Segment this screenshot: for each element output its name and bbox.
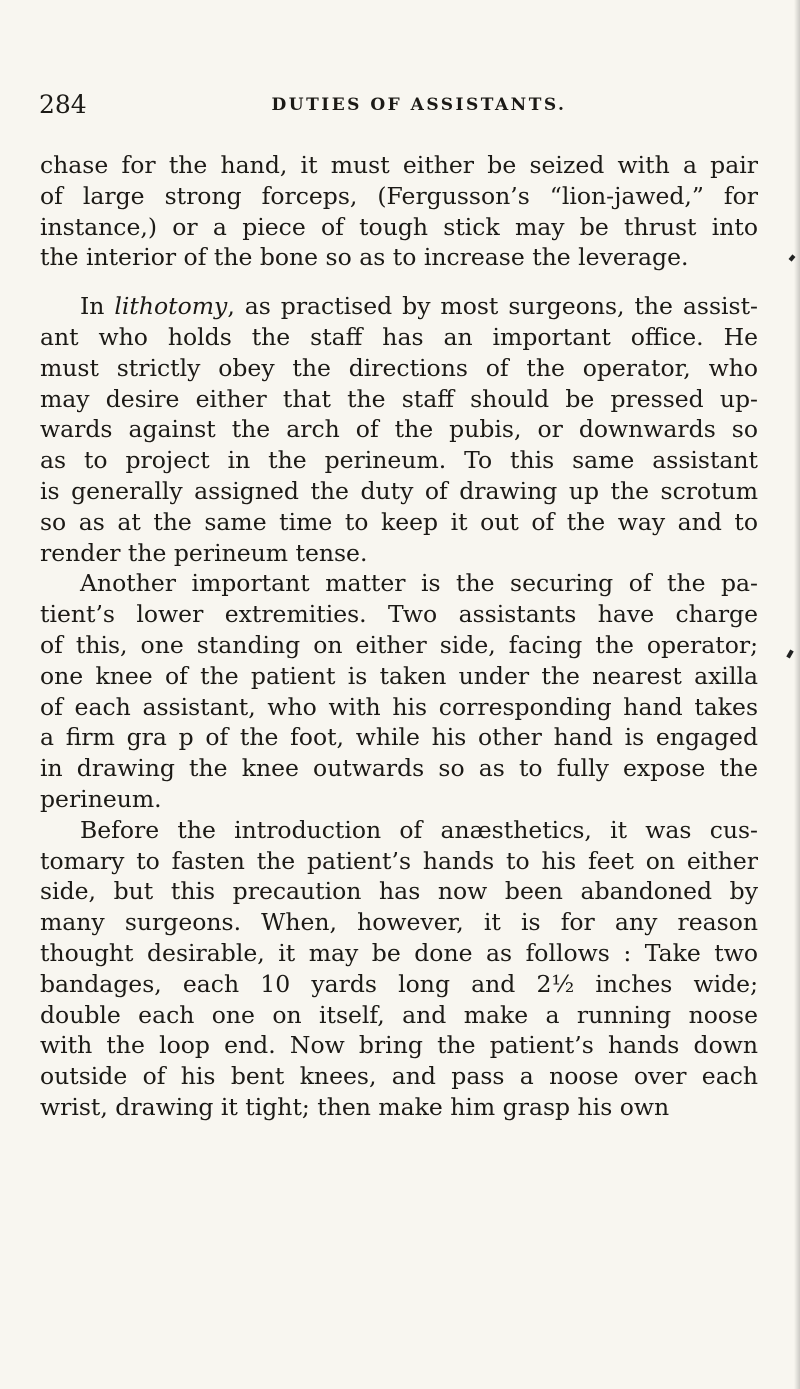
- text-line: is generally assigned the duty of drawing up the scrotum: [40, 476, 758, 505]
- paragraph-gap: [40, 273, 758, 291]
- text-line: of each assistant, who with his corresponding hand takes: [40, 692, 758, 721]
- text-line: thought desirable, it may be done as follows : Take two: [40, 938, 758, 967]
- italic-term: lithotomy: [114, 292, 228, 321]
- text-line: side, but this precaution has now been abandoned by: [40, 877, 758, 906]
- text-line: may desire either that the staff should be pressed up-: [40, 384, 758, 413]
- text-line: wards against the arch of the pubis, or downwards so: [40, 415, 758, 444]
- page-edge-shadow: [794, 0, 800, 1389]
- text-line: ant who holds the staff has an important office. He: [40, 322, 758, 351]
- paragraph: [40, 150, 758, 273]
- running-head: DUTIES OF ASSISTANTS.: [271, 95, 567, 115]
- text-line: wrist, drawing it tight; then make him grasp his own: [40, 1092, 670, 1121]
- text-line: Before the introduction of anæsthetics, it was cus-: [80, 815, 758, 844]
- text-line: as to project in the perineum. To this same assistant: [40, 446, 758, 475]
- page-header: [39, 88, 761, 122]
- text-line: so as at the same time to keep it out of the way and to: [40, 507, 758, 536]
- text-line: bandages, each 10 yards long and 2½ inches wide;: [40, 969, 758, 998]
- text-line: of large strong forceps, (Fergusson’s “lion-jawed,” for: [40, 181, 758, 210]
- text-line: chase for the hand, it must either be seized with a pair: [40, 151, 758, 179]
- text-line: many surgeons. When, however, it is for any reason: [40, 908, 758, 937]
- text-line: double each one on itself, and make a running noose: [40, 1000, 758, 1029]
- text-line: of this, one standing on either side, facing the operator;: [40, 630, 758, 659]
- text-line: in drawing the knee outwards so as to fully expose the: [40, 754, 758, 783]
- text-line: one knee of the patient is taken under the nearest axilla: [40, 661, 758, 690]
- text-line: a firm gra p of the foot, while his other hand is engaged: [40, 723, 758, 752]
- text-line: outside of his bent knees, and pass a noose over each: [40, 1062, 758, 1091]
- text-line: perineum.: [40, 784, 162, 813]
- page-number: 284: [39, 90, 87, 119]
- text-line: Another important matter is the securing of the pa-: [80, 569, 758, 598]
- paragraph: [40, 291, 758, 568]
- text-line: the interior of the bone so as to increase the leverage.: [40, 243, 689, 272]
- text-line: with the loop end. Now bring the patient’s hands down: [40, 1031, 758, 1060]
- body-text: [40, 150, 758, 1123]
- text-line: must strictly obey the directions of the operator, who: [40, 353, 758, 382]
- paragraph: [40, 568, 758, 814]
- text-line: tient’s lower extremities. Two assistants have charge: [40, 600, 758, 629]
- paragraph: [40, 815, 758, 1123]
- text-line: tomary to fasten the patient’s hands to his feet on either: [40, 846, 758, 875]
- text-line: render the perineum tense.: [40, 538, 368, 567]
- text-line: instance,) or a piece of tough stick may be thrust into: [40, 212, 758, 241]
- margin-speck: [786, 650, 793, 659]
- text-line: In lithotomy, as practised by most surgeons, the assist-: [80, 292, 758, 321]
